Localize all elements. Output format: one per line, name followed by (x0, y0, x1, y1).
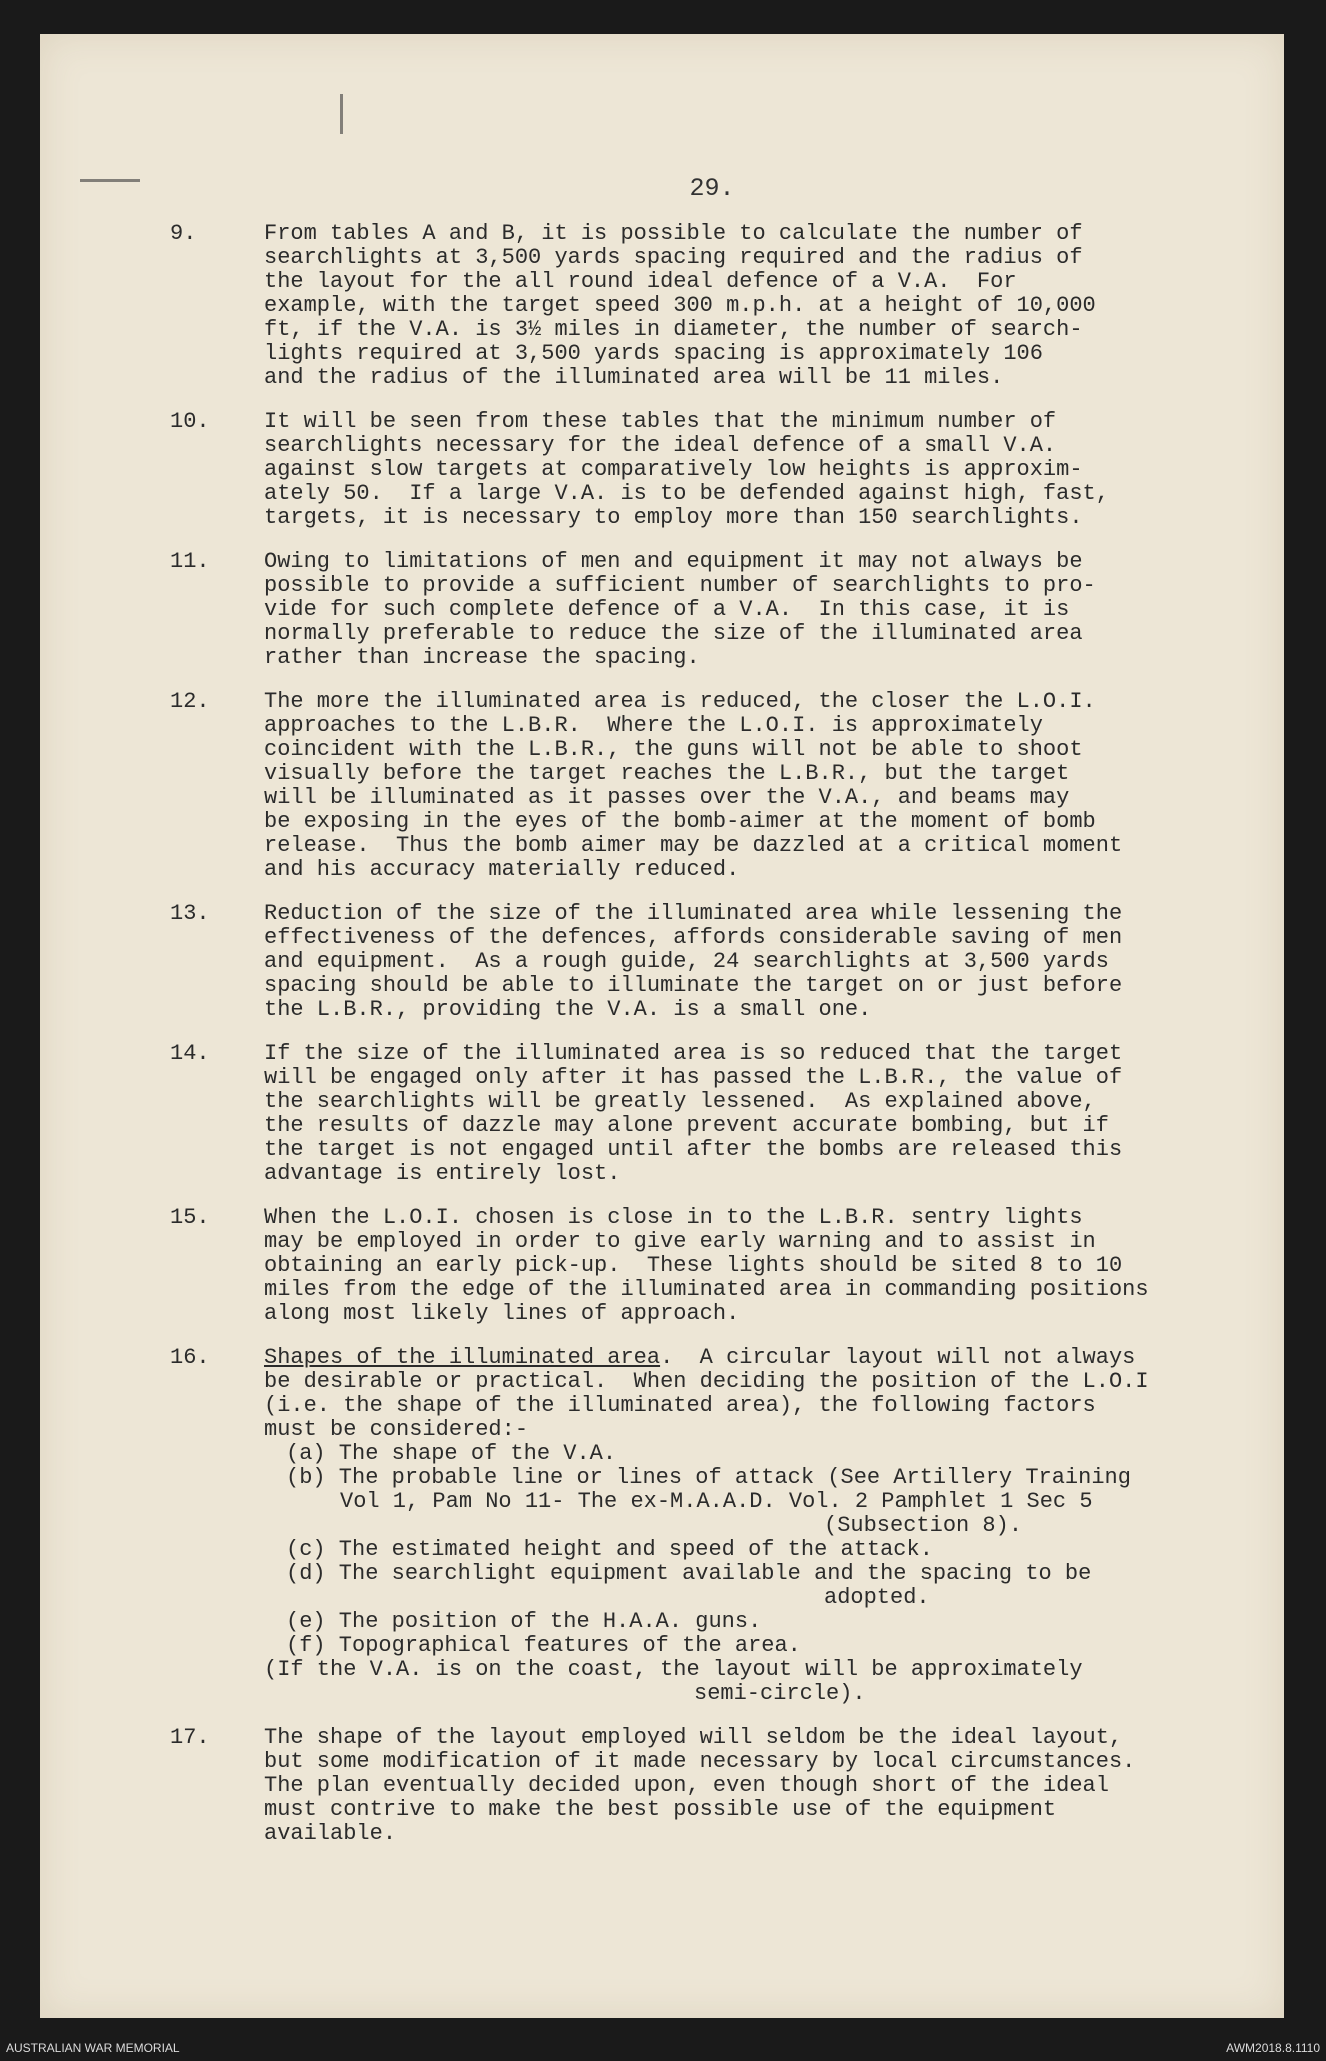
text-line: (c) The estimated height and speed of the attack. (286, 1537, 933, 1562)
text-line: the results of dazzle may alone prevent accurate bombing, but if (264, 1113, 1109, 1138)
paragraph-number: 10. (170, 409, 210, 434)
paragraph-number: 17. (170, 1725, 210, 1750)
text-line: (f) Topographical features of the area. (286, 1633, 801, 1658)
text-line: effectiveness of the defences, affords considerable saving of men (264, 925, 1123, 950)
text-line: (e) The position of the H.A.A. guns. (286, 1609, 762, 1634)
footer-right-label: AWM2018.8.1110 (1226, 2041, 1320, 2055)
text-line: approaches to the L.B.R. Where the L.O.I. is approximately (264, 713, 1043, 738)
text-line: visually before the target reaches the L.B.R., but the target (264, 761, 1070, 786)
paragraph (170, 410, 1280, 530)
section-heading: Shapes of the illuminated area (264, 1345, 661, 1370)
text-line: along most likely lines of approach. (264, 1301, 740, 1326)
text-line: the layout for the all round ideal defence of a V.A. For (264, 269, 1017, 294)
text-line (264, 1346, 1280, 1370)
paragraph-number: 12. (170, 689, 210, 714)
paragraph (170, 1726, 1280, 1846)
paragraph-number: 13. (170, 901, 210, 926)
text-line: be desirable or practical. When deciding the position of the L.O.I (264, 1369, 1149, 1394)
text-line: searchlights at 3,500 yards spacing required and the radius of (264, 245, 1083, 270)
text-line: and equipment. As a rough guide, 24 searchlights at 3,500 yards (264, 949, 1109, 974)
text-line: targets, it is necessary to employ more than 150 searchlights. (264, 505, 1083, 530)
text-line: and the radius of the illuminated area will be 11 miles. (264, 365, 1004, 390)
paragraph-number: 14. (170, 1041, 210, 1066)
text-line: against slow targets at comparatively low heights is approxim- (264, 457, 1083, 482)
text-line: coincident with the L.B.R., the guns will not be able to shoot (264, 737, 1083, 762)
text-line: release. Thus the bomb aimer may be dazzled at a critical moment (264, 833, 1123, 858)
text-line: semi-circle). (694, 1681, 866, 1706)
text-line: The more the illuminated area is reduced, the closer the L.O.I. (264, 689, 1096, 714)
text-line: Owing to limitations of men and equipment it may not always be (264, 549, 1083, 574)
text-line: be exposing in the eyes of the bomb-aimer at the moment of bomb (264, 809, 1096, 834)
footer-left-label: AUSTRALIAN WAR MEMORIAL (6, 2041, 180, 2055)
text-line: lights required at 3,500 yards spacing is approximately 106 (264, 341, 1043, 366)
paragraph (170, 902, 1280, 1022)
paragraph (170, 690, 1280, 882)
text-line: When the L.O.I. chosen is close in to the L.B.R. sentry lights (264, 1205, 1083, 1230)
paragraph-number: 11. (170, 549, 210, 574)
text-line: but some modification of it made necessary by local circumstances. (264, 1749, 1136, 1774)
text-line: available. (264, 1821, 397, 1846)
paragraph-number: 15. (170, 1205, 210, 1230)
text-line: From tables A and B, it is possible to calculate the number of (264, 221, 1083, 246)
text-line: (a) The shape of the V.A. (286, 1441, 617, 1466)
text-line: (If the V.A. is on the coast, the layout will be approximately (264, 1657, 1083, 1682)
heading-rest: . A circular layout will not always (660, 1345, 1136, 1370)
text-line: (b) The probable line or lines of attack (See Artillery Training (286, 1465, 1131, 1490)
text-line: Reduction of the size of the illuminated area while lessening the (264, 901, 1123, 926)
text-line: normally preferable to reduce the size of the illuminated area (264, 621, 1083, 646)
document-page (40, 34, 1284, 2018)
paragraph (170, 550, 1280, 670)
text-line: may be employed in order to give early warning and to assist in (264, 1229, 1096, 1254)
text-line: the searchlights will be greatly lessened. As explained above, (264, 1089, 1096, 1114)
text-line: vide for such complete defence of a V.A. In this case, it is (264, 597, 1070, 622)
text-line: searchlights necessary for the ideal defence of a small V.A. (264, 433, 1057, 458)
text-line: the target is not engaged until after the bombs are released this (264, 1137, 1123, 1162)
text-line: spacing should be able to illuminate the target on or just before (264, 973, 1123, 998)
text-line: It will be seen from these tables that the minimum number of (264, 409, 1057, 434)
paragraph-number: 9. (170, 221, 197, 246)
text-line: and his accuracy materially reduced. (264, 857, 740, 882)
document-body (170, 222, 1280, 1866)
text-line: miles from the edge of the illuminated area in commanding positions (264, 1277, 1149, 1302)
paragraph (170, 222, 1280, 390)
paragraph (170, 1042, 1280, 1186)
text-line: (i.e. the shape of the illuminated area), the following factors (264, 1393, 1096, 1418)
text-line: Vol 1, Pam No 11- The ex-M.A.A.D. Vol. 2 Pamphlet 1 Sec 5 (340, 1489, 1093, 1514)
text-line: must be considered:- (264, 1417, 529, 1442)
text-line: possible to provide a sufficient number of searchlights to pro- (264, 573, 1096, 598)
text-line: will be illuminated as it passes over the V.A., and beams may (264, 785, 1070, 810)
text-line: The shape of the layout employed will seldom be the ideal layout, (264, 1725, 1123, 1750)
text-line: obtaining an early pick-up. These lights should be sited 8 to 10 (264, 1253, 1123, 1278)
text-line: example, with the target speed 300 m.p.h. at a height of 10,000 (264, 293, 1096, 318)
text-line: ately 50. If a large V.A. is to be defended against high, fast, (264, 481, 1109, 506)
text-line: (d) The searchlight equipment available and the spacing to be (286, 1561, 1092, 1586)
paragraph (170, 1206, 1280, 1326)
ink-mark (340, 94, 343, 134)
text-line: rather than increase the spacing. (264, 645, 700, 670)
page-number: 29. (689, 174, 735, 203)
paragraph-number: 16. (170, 1345, 210, 1370)
paragraph (170, 1346, 1280, 1706)
text-line: will be engaged only after it has passed the L.B.R., the value of (264, 1065, 1123, 1090)
text-line: If the size of the illuminated area is so reduced that the target (264, 1041, 1123, 1066)
text-line: advantage is entirely lost. (264, 1161, 621, 1186)
text-line: (Subsection 8). (824, 1513, 1023, 1538)
text-line: The plan eventually decided upon, even though short of the ideal (264, 1773, 1109, 1798)
text-line: the L.B.R., providing the V.A. is a small one. (264, 997, 872, 1022)
text-line: adopted. (824, 1585, 930, 1610)
text-line: ft, if the V.A. is 3½ miles in diameter, the number of search- (264, 317, 1083, 342)
text-line: must contrive to make the best possible use of the equipment (264, 1797, 1057, 1822)
